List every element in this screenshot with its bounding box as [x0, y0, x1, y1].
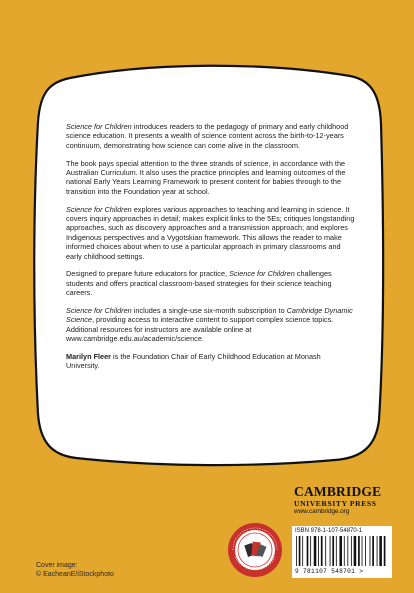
publisher-name: CAMBRIDGE: [294, 484, 382, 499]
credit-source: © EacheanE/iStockphoto: [36, 570, 114, 578]
author-bio: [66, 352, 356, 371]
barcode-bar: [358, 536, 360, 566]
cover-image-credit: [36, 562, 114, 579]
book-title-italic: Science for Children: [66, 122, 132, 131]
barcode-bar: [384, 536, 386, 566]
book-title-italic: Science for Children: [66, 204, 132, 214]
product-name-italic: Cambridge Dynamic Science: [66, 306, 353, 325]
publisher-logo: [294, 485, 390, 516]
barcode-bar: [321, 536, 323, 566]
barcode-bar: [339, 536, 342, 566]
barcode-bar: [330, 536, 331, 566]
barcode-bar: [318, 536, 319, 566]
paragraph-text: The book pays special attention to the three strands of science, in accordance with the Australian Curriculum. It also uses the practice principles and learning outcomes of the national Early Years Learning Framework to present content for babies through to the transition into the Foundation year at school.: [66, 158, 346, 196]
credit-label: Cover image:: [36, 562, 78, 569]
paragraph-text: introduces readers to the pedagogy of primary and early childhood science education. It presents a wealth of science content across the birth-to-12-years continuum, demonstrating how science can come alive in the classroom.: [66, 122, 349, 150]
booksellers-seal-icon: [226, 521, 284, 579]
barcode-bar: [379, 536, 382, 566]
blurb-paragraph-2: [66, 159, 356, 197]
barcode-bar: [302, 536, 303, 566]
barcode-bar: [299, 536, 301, 566]
author-bio-text: is the Foundation Chair of Early Childhood Education at Monash University.: [66, 352, 321, 371]
paragraph-text: explores various approaches to teaching and learning in science. It covers inquiry approaches in detail; makes explicit links to the 5Es; critiques longstanding approaches, such as discovery approaches and a transmission approach; and explores Indigenous perspectives and a Vygotskian framework. This allows the reader to make informed choices about when to use a particular approach in primary classrooms and early childhood settings.: [66, 204, 355, 261]
barcode-bar: [347, 536, 348, 566]
barcode-bar: [354, 536, 357, 566]
paragraph-text: , providing access to interactive content to support complex science topics. Additional resources for instructors are available online at www.cambridge.edu.au/academic/science.: [66, 315, 334, 344]
barcode-bar: [344, 536, 345, 566]
barcode-bar: [377, 536, 378, 566]
book-title-italic: Science for Children: [66, 306, 132, 316]
barcode-bars: [295, 536, 389, 568]
barcode-bar: [336, 536, 337, 566]
isbn-digits: 9 781107 548701 >: [295, 568, 364, 575]
author-name: Marilyn Fleer: [66, 352, 112, 362]
isbn-barcode: [292, 526, 392, 578]
isbn-label: ISBN 978-1-107-54870-1: [295, 528, 363, 534]
paragraph-text: includes a single-use six-month subscription to: [131, 306, 287, 316]
barcode-bar: [314, 536, 317, 566]
barcode-bar: [296, 536, 297, 566]
barcode-bar: [362, 536, 363, 566]
blurb-text: [66, 122, 356, 379]
paragraph-text: Designed to prepare future educators for practice,: [66, 269, 230, 279]
book-title-italic: Science for Children: [229, 269, 295, 279]
barcode-bar: [365, 536, 366, 566]
barcode-bar: [310, 536, 311, 566]
paragraph-text: challenges students and offers practical classroom-based strategies for their science teaching careers.: [66, 269, 332, 298]
publisher-subname: UNIVERSITY PRESS: [294, 499, 377, 508]
blurb-paragraph-1: [66, 122, 356, 150]
barcode-bar: [325, 536, 326, 566]
blurb-paragraph-4: [66, 269, 356, 297]
blurb-paragraph-3: [66, 205, 356, 261]
barcode-bar: [332, 536, 334, 566]
blurb-paragraph-5: [66, 306, 356, 344]
barcode-bar: [307, 536, 309, 566]
barcode-bar: [372, 536, 374, 566]
barcode-bar: [351, 536, 352, 566]
barcode-bar: [370, 536, 371, 566]
publisher-url: www.cambridge.org: [294, 508, 350, 515]
